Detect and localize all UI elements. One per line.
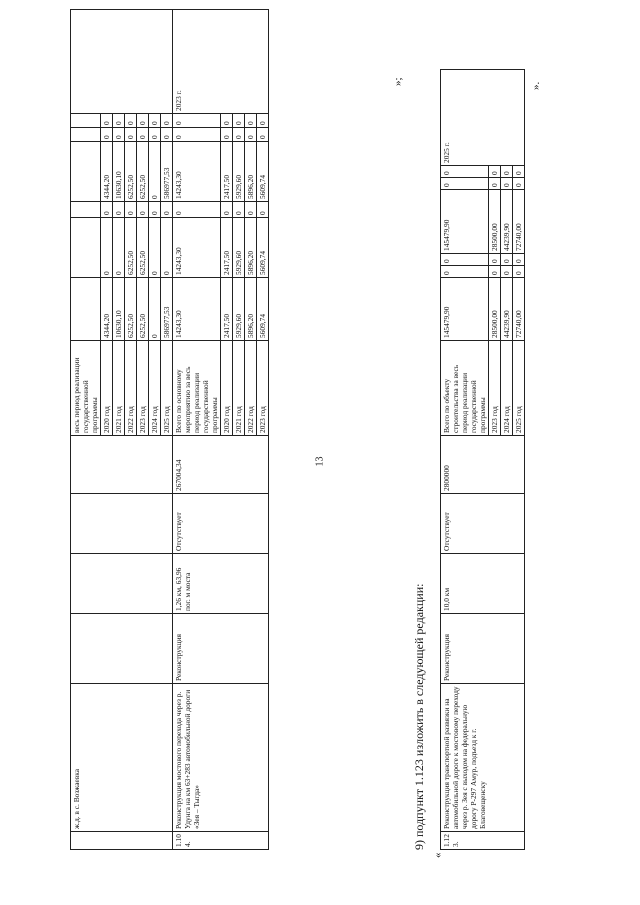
value-cell: 14243,30 bbox=[173, 142, 221, 202]
value-cell bbox=[71, 128, 101, 142]
value-cell: 0 bbox=[161, 202, 173, 218]
value-cell: 10630,10 bbox=[113, 142, 125, 202]
value-cell bbox=[71, 142, 101, 202]
period-cell: весь период реализации государственной программы bbox=[71, 341, 101, 436]
value-cell: 2417,50 bbox=[221, 218, 233, 278]
capacity-cell: 1,26 км, 63,96 пог. м мостa bbox=[173, 554, 269, 614]
value-cell: 5896,20 bbox=[245, 218, 257, 278]
value-cell: 5929,60 bbox=[233, 142, 245, 202]
value-cell: 2417,50 bbox=[221, 278, 233, 341]
value-cell: 0 bbox=[161, 128, 173, 142]
value-cell: 0 bbox=[137, 128, 149, 142]
status-cell: Отсутствует bbox=[441, 494, 525, 554]
period-cell: 2023 год bbox=[489, 341, 501, 436]
period-cell: 2022 год bbox=[125, 341, 137, 436]
value-cell: 4344,20 bbox=[101, 142, 113, 202]
object-name-cell: Реконструкция мостового перехода через р. Удунга на км 63+283 автомобильной дороги «Зея – Тыгда» bbox=[173, 684, 269, 832]
value-cell: 0 bbox=[513, 254, 525, 266]
value-cell: 0 bbox=[149, 128, 161, 142]
closing-quote: »; bbox=[392, 77, 404, 86]
value-cell: 0 bbox=[137, 114, 149, 128]
value-cell: 28500,00 bbox=[489, 190, 501, 254]
value-cell: 5896,20 bbox=[245, 278, 257, 341]
value-cell: 5609,74 bbox=[257, 218, 269, 278]
value-cell: 0 bbox=[113, 114, 125, 128]
value-cell: 5929,60 bbox=[233, 278, 245, 341]
cost-cell: 2800000 bbox=[441, 436, 525, 494]
value-cell: 0 bbox=[125, 114, 137, 128]
cost-cell bbox=[71, 436, 173, 494]
value-cell: 0 bbox=[125, 202, 137, 218]
value-cell: 0 bbox=[257, 114, 269, 128]
value-cell: 0 bbox=[149, 114, 161, 128]
value-cell: 0 bbox=[501, 166, 513, 178]
value-cell: 145479,90 bbox=[441, 190, 489, 254]
period-cell: 2023 год bbox=[137, 341, 149, 436]
value-cell: 0 bbox=[125, 128, 137, 142]
page-number: 13 bbox=[314, 456, 326, 467]
value-cell: 44239,90 bbox=[501, 190, 513, 254]
cost-cell: 267004,34 bbox=[173, 436, 269, 494]
value-cell: 145479,90 bbox=[441, 278, 489, 341]
value-cell: 0 bbox=[173, 114, 221, 128]
status-cell bbox=[71, 494, 173, 554]
value-cell: 0 bbox=[245, 114, 257, 128]
value-cell: 0 bbox=[221, 202, 233, 218]
num-cell bbox=[71, 832, 173, 850]
type-cell bbox=[71, 614, 173, 684]
value-cell: 6252,50 bbox=[137, 218, 149, 278]
period-cell: Всего по основному мероприятию за весь период реализации государственной программы bbox=[173, 341, 221, 436]
period-cell: 2021 год bbox=[233, 341, 245, 436]
value-cell: 586977,53 bbox=[161, 278, 173, 341]
value-cell: 0 bbox=[233, 114, 245, 128]
value-cell: 2417,50 bbox=[221, 142, 233, 202]
value-cell: 6252,50 bbox=[137, 278, 149, 341]
value-cell: 44239,90 bbox=[501, 278, 513, 341]
amendment-paragraph: 9) подпункт 1.123 изложить в следующей редакции: bbox=[412, 583, 426, 850]
value-cell: 6252,50 bbox=[137, 142, 149, 202]
value-cell: 0 bbox=[221, 128, 233, 142]
value-cell: 0 bbox=[101, 128, 113, 142]
upper-table bbox=[70, 9, 269, 850]
closing-quote-final: ». bbox=[530, 81, 542, 90]
year-cell: 2025 г. bbox=[441, 70, 525, 166]
value-cell: 0 bbox=[173, 128, 221, 142]
value-cell: 0 bbox=[113, 128, 125, 142]
value-cell: 6252,50 bbox=[125, 218, 137, 278]
period-cell: 2024 год bbox=[149, 341, 161, 436]
value-cell bbox=[71, 202, 101, 218]
value-cell: 0 bbox=[489, 254, 501, 266]
value-cell bbox=[71, 218, 101, 278]
value-cell: 0 bbox=[173, 202, 221, 218]
value-cell: 0 bbox=[113, 202, 125, 218]
object-name-cell: ж.д. в с. Возжаевка bbox=[71, 684, 173, 832]
value-cell: 0 bbox=[441, 166, 489, 178]
period-cell: 2025 год bbox=[513, 341, 525, 436]
value-cell: 0 bbox=[489, 166, 501, 178]
rotated-page-content bbox=[70, 70, 542, 858]
value-cell: 5609,74 bbox=[257, 278, 269, 341]
value-cell: 0 bbox=[441, 266, 489, 278]
table-row bbox=[173, 10, 221, 850]
value-cell: 0 bbox=[513, 178, 525, 190]
value-cell: 0 bbox=[257, 128, 269, 142]
value-cell bbox=[71, 114, 101, 128]
value-cell: 5896,20 bbox=[245, 142, 257, 202]
year-cell bbox=[71, 10, 173, 114]
value-cell: 14243,30 bbox=[173, 278, 221, 341]
value-cell: 6252,50 bbox=[125, 278, 137, 341]
type-cell: Реконструкция bbox=[441, 614, 525, 684]
object-name-cell: Реконструкция транспортной развязки на автомобильной дороге к мостовому переходу через р. Зея с выходом на федеральную дорогу Р-297 Амур, подъезд к г. Благовещенску bbox=[441, 684, 525, 832]
value-cell: 0 bbox=[513, 266, 525, 278]
value-cell: 0 bbox=[149, 202, 161, 218]
status-cell: Отсутствует bbox=[173, 494, 269, 554]
value-cell: 0 bbox=[101, 202, 113, 218]
value-cell: 0 bbox=[489, 178, 501, 190]
period-cell: 2020 год bbox=[221, 341, 233, 436]
value-cell: 0 bbox=[101, 114, 113, 128]
capacity-cell: 10,0 км bbox=[441, 554, 525, 614]
value-cell: 586977,53 bbox=[161, 142, 173, 202]
value-cell: 0 bbox=[113, 218, 125, 278]
value-cell: 0 bbox=[489, 266, 501, 278]
value-cell: 0 bbox=[501, 266, 513, 278]
value-cell: 10630,10 bbox=[113, 278, 125, 341]
value-cell: 0 bbox=[221, 114, 233, 128]
value-cell: 0 bbox=[245, 128, 257, 142]
value-cell: 0 bbox=[137, 202, 149, 218]
period-cell: 2023 год bbox=[257, 341, 269, 436]
value-cell: 72740,00 bbox=[513, 190, 525, 254]
value-cell: 0 bbox=[149, 278, 161, 341]
value-cell: 0 bbox=[513, 166, 525, 178]
type-cell: Реконструкция bbox=[173, 614, 269, 684]
value-cell: 0 bbox=[233, 202, 245, 218]
value-cell: 0 bbox=[161, 218, 173, 278]
table-row bbox=[71, 10, 101, 850]
value-cell: 5609,74 bbox=[257, 142, 269, 202]
period-cell: 2025 год bbox=[161, 341, 173, 436]
value-cell: 0 bbox=[161, 114, 173, 128]
period-cell: 2024 год bbox=[501, 341, 513, 436]
value-cell: 0 bbox=[501, 254, 513, 266]
period-cell: 2020 год bbox=[101, 341, 113, 436]
period-cell: 2022 год bbox=[245, 341, 257, 436]
value-cell: 4344,20 bbox=[101, 278, 113, 341]
value-cell: 6252,50 bbox=[125, 142, 137, 202]
value-cell bbox=[71, 278, 101, 341]
value-cell: 0 bbox=[441, 254, 489, 266]
value-cell: 14243,30 bbox=[173, 218, 221, 278]
opening-quote: « bbox=[432, 852, 444, 858]
value-cell: 0 bbox=[101, 218, 113, 278]
period-cell: Всего по объекту строительства за весь период реализации государственной программы bbox=[441, 341, 489, 436]
lower-table bbox=[440, 69, 525, 850]
period-cell: 2021 год bbox=[113, 341, 125, 436]
value-cell: 0 bbox=[245, 202, 257, 218]
value-cell: 0 bbox=[257, 202, 269, 218]
capacity-cell bbox=[71, 554, 173, 614]
value-cell: 0 bbox=[441, 178, 489, 190]
table-row bbox=[441, 70, 489, 850]
value-cell: 0 bbox=[233, 128, 245, 142]
num-cell: 1.104. bbox=[173, 832, 269, 850]
year-cell: 2023 г. bbox=[173, 10, 269, 114]
value-cell: 0 bbox=[501, 178, 513, 190]
value-cell: 0 bbox=[149, 142, 161, 202]
num-cell: 1.123. bbox=[441, 832, 525, 850]
value-cell: 28500,00 bbox=[489, 278, 501, 341]
value-cell: 0 bbox=[149, 218, 161, 278]
value-cell: 72740,00 bbox=[513, 278, 525, 341]
value-cell: 5929,60 bbox=[233, 218, 245, 278]
